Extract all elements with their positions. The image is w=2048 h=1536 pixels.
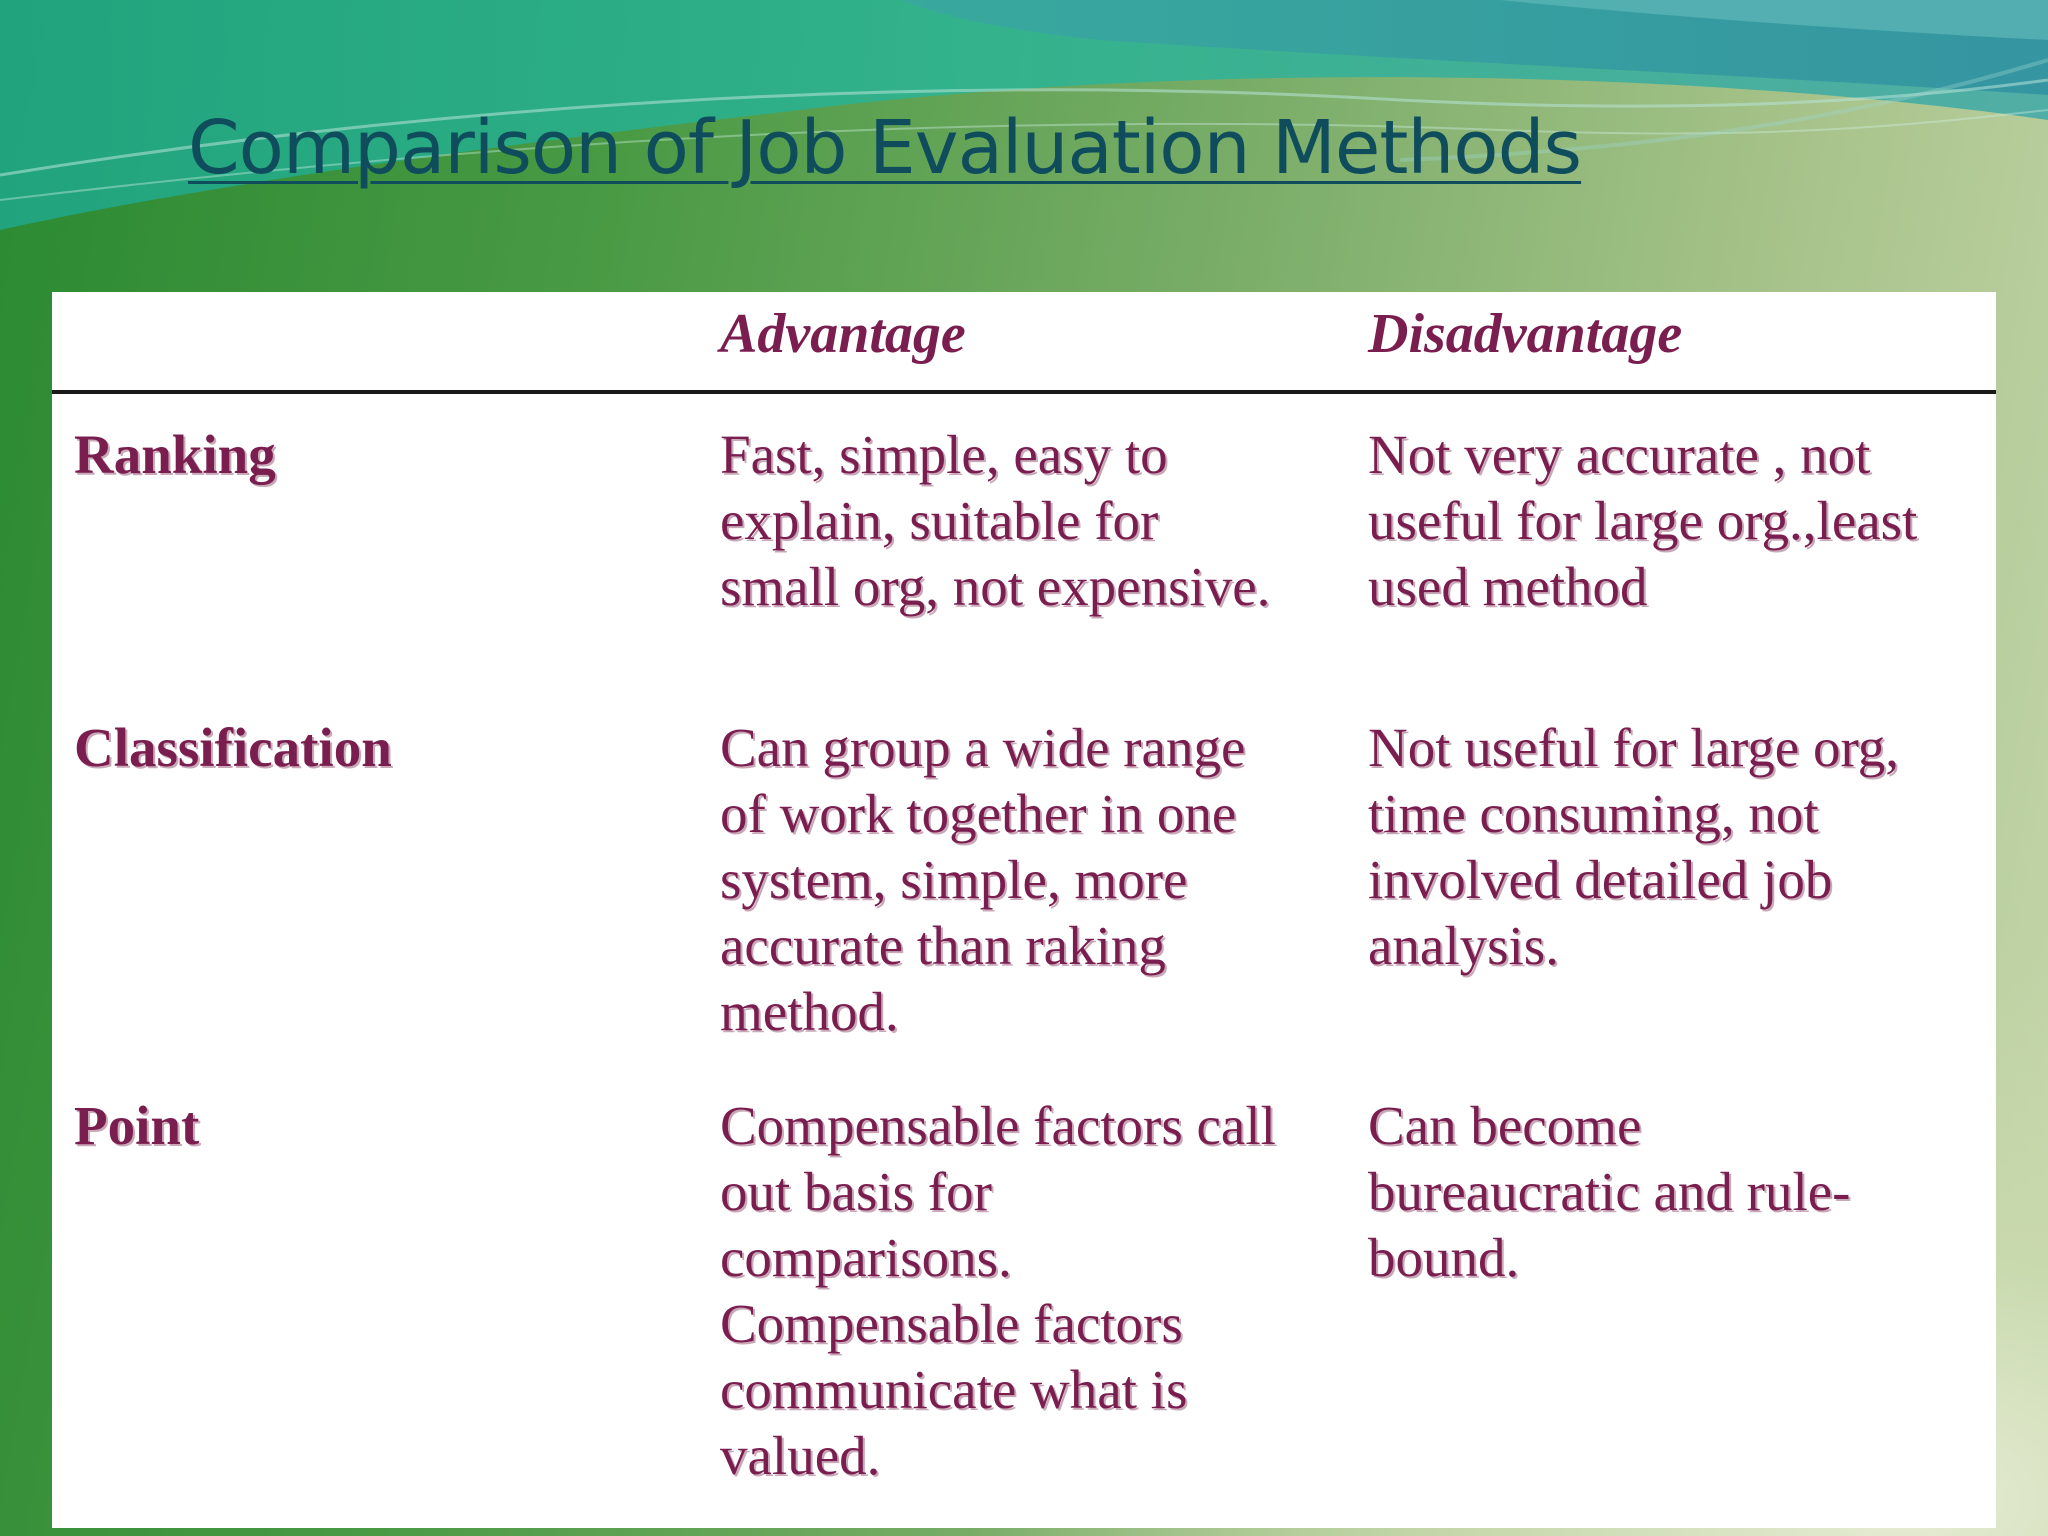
method-cell: Point	[74, 1095, 200, 1156]
disadvantage-cell: Can become bureaucratic and rule- bound.	[1368, 1095, 1851, 1288]
comparison-table	[52, 292, 1996, 1528]
advantage-cell: Fast, simple, easy to explain, suitable for small org, not expensive.	[720, 424, 1271, 617]
advantage-column-header: Advantage	[720, 303, 966, 365]
advantage-cell: Compensable factors call out basis for comparisons. Compensable factors communicate what is valued.	[720, 1095, 1276, 1486]
disadvantage-cell: Not useful for large org, time consuming, not involved detailed job analysis.	[1368, 717, 1900, 976]
method-cell: Ranking	[74, 424, 276, 485]
table-header-row	[52, 292, 1996, 394]
disadvantage-cell: Not very accurate , not useful for large org.,least used method	[1368, 424, 1918, 617]
method-cell: Classification	[74, 717, 392, 778]
advantage-cell: Can group a wide range of work together in one system, simple, more accurate than raking method.	[720, 717, 1246, 1042]
slide-title: Comparison of Job Evaluation Methods	[188, 105, 1582, 191]
disadvantage-column-header: Disadvantage	[1368, 303, 1683, 365]
